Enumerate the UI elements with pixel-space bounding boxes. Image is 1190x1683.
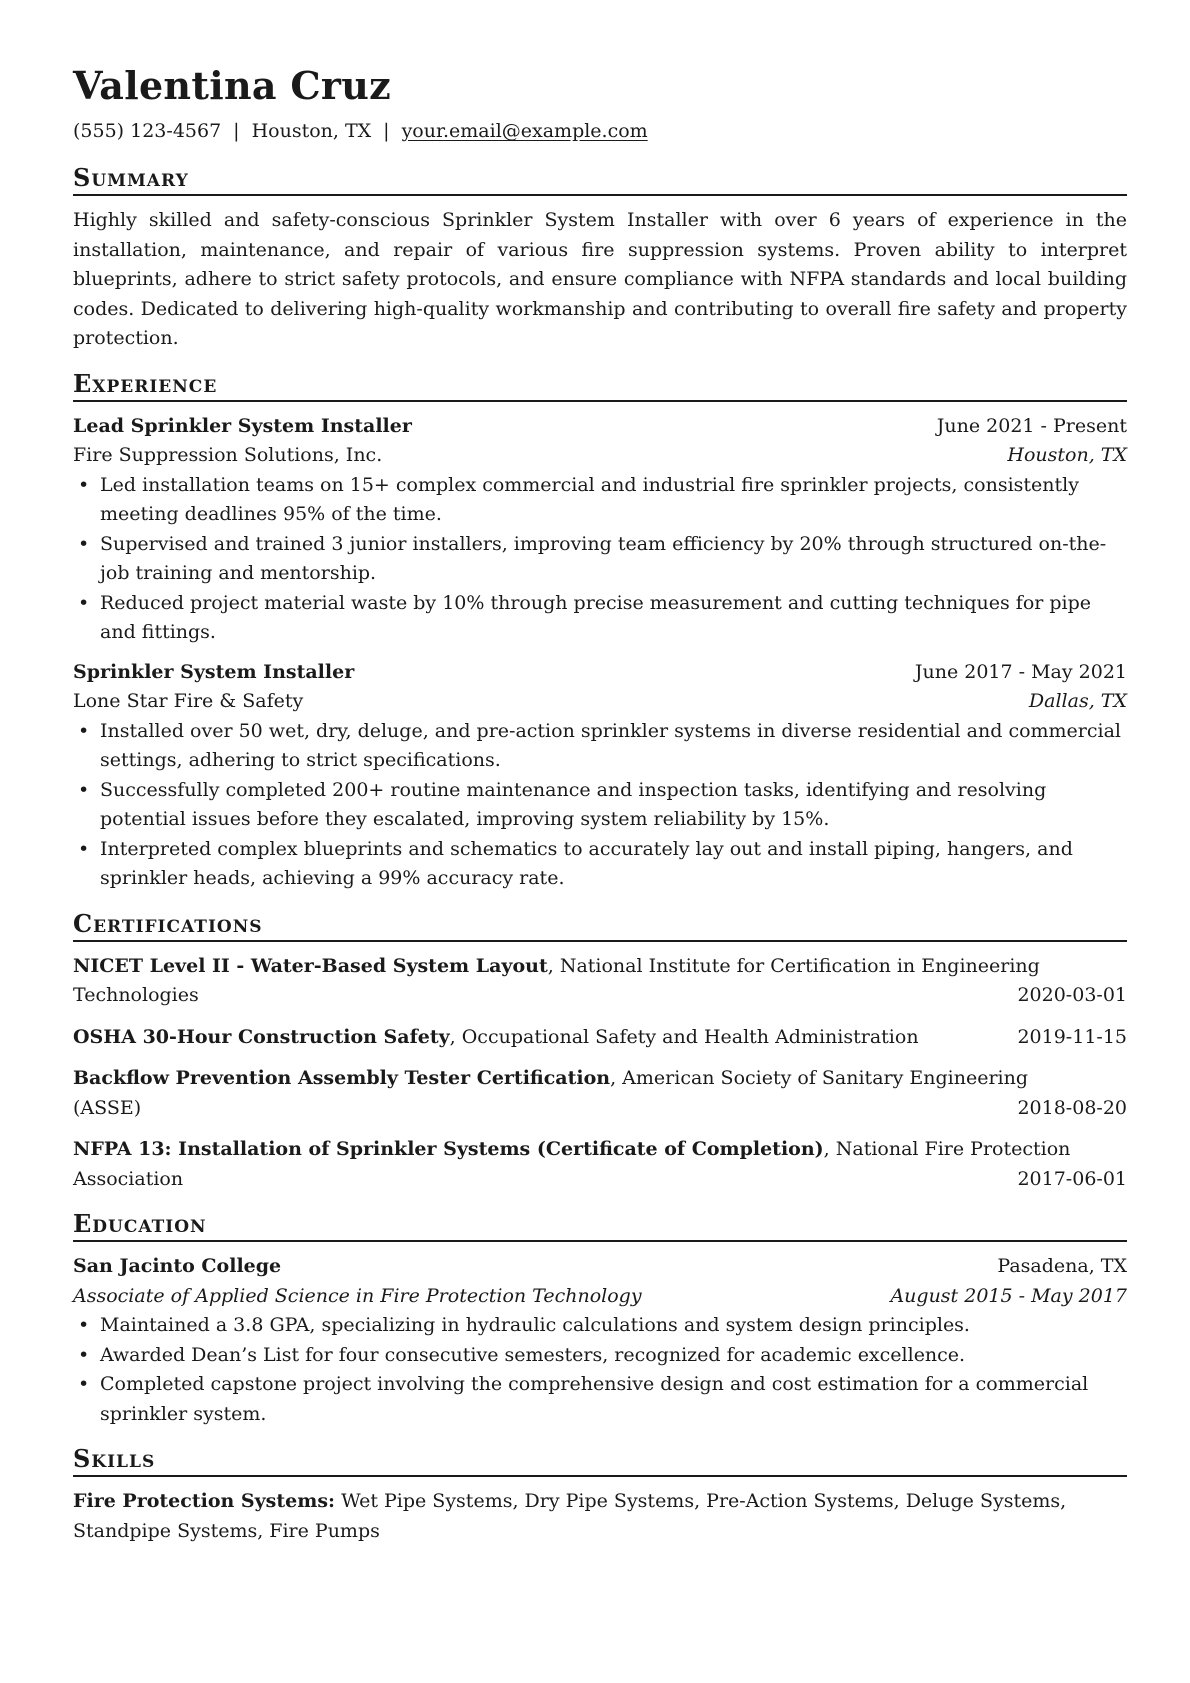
contact-line <box>73 118 1127 144</box>
bullet-item: • Successfully completed 200+ routine maintenance and inspection tasks, identifying and resolving potential issues before they escalated, improving system reliability by 15%. <box>100 776 1127 835</box>
job-title: Lead Sprinkler System Installer <box>73 414 412 437</box>
bullet-item: • Led installation teams on 15+ complex commercial and industrial fire sprinkler projects, consistently meeting deadlines 95% of the time. <box>100 471 1127 530</box>
candidate-name: Valentina Cruz <box>73 63 391 108</box>
bullet-item: • Supervised and trained 3 junior installers, improving team efficiency by 20% through structured on-the-job training and mentorship. <box>100 530 1127 589</box>
skills-section <box>73 1445 1127 1546</box>
certification-date: 2020-03-01 <box>1017 984 1127 1006</box>
job-header <box>73 658 1127 688</box>
company-name: Lone Star Fire & Safety <box>73 690 304 712</box>
certification-name: NICET Level II - Water-Based System Layout <box>73 954 548 977</box>
bullet-item: • Maintained a 3.8 GPA, specializing in hydraulic calculations and system design principles. <box>100 1311 1127 1341</box>
certification-line <box>73 1023 919 1053</box>
education-section <box>73 1210 1127 1429</box>
certification-line <box>73 1165 1127 1195</box>
education-header <box>73 1252 1127 1282</box>
certification-name: Backflow Prevention Assembly Tester Certification <box>73 1067 611 1089</box>
certification-line <box>73 1135 1127 1165</box>
certification-issuer-cont: (ASSE) <box>73 1096 142 1119</box>
certification-issuer: , Occupational Safety and Health Administration <box>449 1025 919 1048</box>
job-dates: June 2017 - May 2021 <box>914 660 1127 683</box>
education-dates: August 2015 - May 2017 <box>890 1284 1127 1307</box>
degree-name: Associate of Applied Science in Fire Protection Technology <box>73 1284 642 1307</box>
job-bullets <box>73 717 1127 894</box>
bullet-item: • Completed capstone project involving the comprehensive design and cost estimation for a commercial sprinkler system. <box>100 1370 1127 1429</box>
job-dates: June 2021 - Present <box>936 414 1127 437</box>
school-name: San Jacinto College <box>73 1255 282 1277</box>
company-name: Fire Suppression Solutions, Inc. <box>73 444 383 466</box>
job-title: Sprinkler System Installer <box>73 660 355 683</box>
certification-entry <box>73 952 1127 1011</box>
job-location: Houston, TX <box>1007 444 1127 466</box>
certification-issuer: , National Fire Protection <box>823 1138 1071 1160</box>
bullet-item: • Reduced project material waste by 10% through precise measurement and cutting techniques for pipe and fittings. <box>100 589 1127 648</box>
certifications-section <box>73 910 1127 1195</box>
certification-entry <box>73 1064 1127 1123</box>
skills-heading: Skills <box>73 1445 1127 1477</box>
education-subheader <box>73 1282 1127 1312</box>
education-bullets <box>73 1311 1127 1429</box>
certification-line <box>73 1094 1127 1124</box>
job-subheader <box>73 687 1127 717</box>
certification-name: NFPA 13: Installation of Sprinkler Systems (Certificate of Completion) <box>73 1138 824 1160</box>
bullet-item: • Installed over 50 wet, dry, deluge, and pre-action sprinkler systems in diverse residential and commercial settings, adhering to strict specifications. <box>100 717 1127 776</box>
certification-line <box>73 1064 1127 1094</box>
certification-name: OSHA 30-Hour Construction Safety <box>73 1025 450 1048</box>
summary-text: Highly skilled and safety-conscious Sprinkler System Installer with over 6 years of experience in the installation, maintenance, and repair of various fire suppression systems. Proven ability to interpret blueprints, adhere to strict safety protocols, and ensure compliance with NFPA standards and local building codes. Dedicated to delivering high-quality workmanship and contributing to overall fire safety and property protection. <box>73 209 1127 349</box>
job-entry <box>73 412 1127 648</box>
certification-date: 2017-06-01 <box>1017 1167 1127 1190</box>
certification-date: 2018-08-20 <box>1017 1096 1127 1119</box>
certification-entry <box>73 1023 1127 1053</box>
bullet-item: • Awarded Dean’s List for four consecutive semesters, recognized for academic excellence. <box>100 1341 1127 1371</box>
email-link[interactable]: your.email@example.com <box>401 120 648 142</box>
experience-heading: Experience <box>73 370 1127 402</box>
school-location: Pasadena, TX <box>997 1255 1127 1277</box>
location: Houston, TX <box>251 120 372 142</box>
skill-category: Fire Protection Systems: <box>73 1490 336 1512</box>
job-header <box>73 412 1127 442</box>
contact-separator: | <box>383 120 390 142</box>
job-subheader <box>73 441 1127 471</box>
contact-separator: | <box>233 120 240 142</box>
certification-line <box>73 981 1127 1011</box>
bullet-item: • Interpreted complex blueprints and schematics to accurately lay out and install piping, hangers, and sprinkler heads, achieving a 99% accuracy rate. <box>100 835 1127 894</box>
resume-content <box>73 62 1127 1562</box>
skill-items: Wet Pipe Systems, Dry Pipe Systems, Pre-Action Systems, Deluge Systems, Standpipe Systems, Fire Pumps <box>73 1490 1067 1542</box>
job-location: Dallas, TX <box>1028 690 1127 712</box>
certification-issuer: , American Society of Sanitary Engineering <box>610 1067 1029 1089</box>
skill-row <box>73 1487 1127 1546</box>
experience-section <box>73 370 1127 894</box>
certification-date: 2019-11-15 <box>1017 1025 1127 1048</box>
job-bullets <box>73 471 1127 648</box>
summary-heading: Summary <box>73 164 1127 196</box>
summary-section <box>73 164 1127 354</box>
certifications-heading: Certifications <box>73 910 1127 942</box>
certification-entry <box>73 1135 1127 1194</box>
phone-number: (555) 123-4567 <box>73 120 222 142</box>
job-entry <box>73 658 1127 894</box>
certification-issuer-cont: Technologies <box>73 984 199 1006</box>
education-heading: Education <box>73 1210 1127 1242</box>
certification-line <box>73 952 1127 982</box>
certification-issuer: , National Institute for Certification in Engineering <box>547 954 1040 977</box>
certification-issuer-cont: Association <box>73 1167 184 1190</box>
